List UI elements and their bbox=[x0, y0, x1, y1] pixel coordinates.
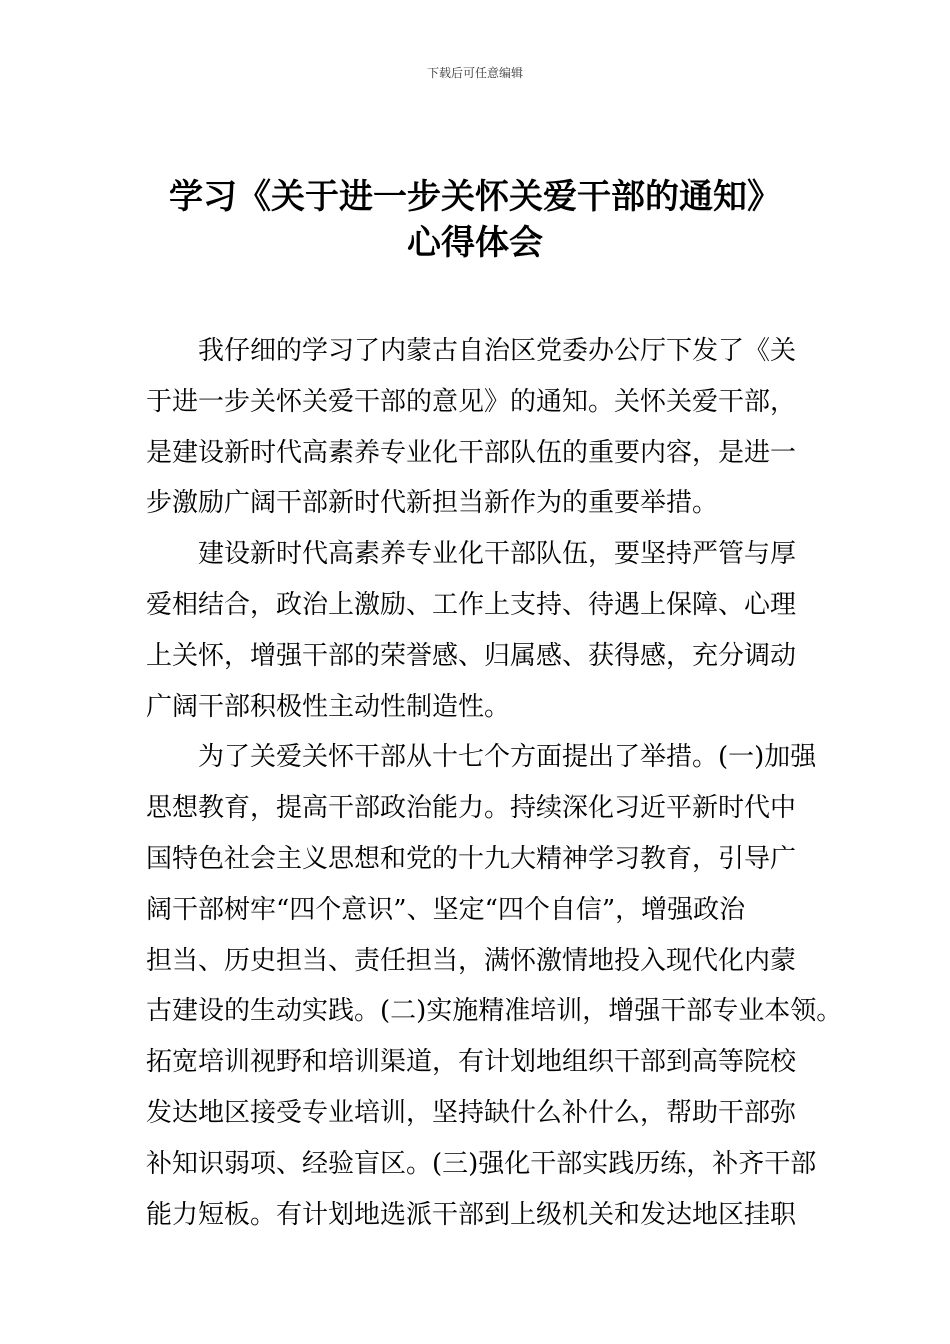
body-line: 我仔细的学习了内蒙古自治区党委办公厅下发了《关 bbox=[146, 336, 797, 366]
body-line: 建设新时代高素养专业化干部队伍，要坚持严管与厚 bbox=[146, 539, 797, 570]
title-line: 学习《关于进一步关怀关爱干部的通知》 bbox=[169, 177, 781, 217]
body-line: 发达地区接受专业培训，坚持缺什么补什么，帮助干部弥 bbox=[146, 1097, 797, 1128]
body-line: 广阔干部积极性主动性制造性。 bbox=[146, 691, 511, 722]
body-line: 为了关爱关怀干部从十七个方面提出了举措。(一)加强 bbox=[146, 742, 817, 773]
body-line: 是建设新时代高素养专业化干部队伍的重要内容，是进一 bbox=[146, 437, 797, 468]
document-title bbox=[0, 174, 950, 266]
body-line: 担当、历史担当、责任担当，满怀激情地投入现代化内蒙 bbox=[146, 945, 797, 976]
body-line: 思想教育，提高干部政治能力。持续深化习近平新时代中 bbox=[146, 793, 797, 824]
body-line: 上关怀，增强干部的荣誉感、归属感、获得感，充分调动 bbox=[146, 640, 797, 671]
page-header-note: 下载后可任意编辑 bbox=[426, 66, 523, 80]
body-line: 爱相结合，政治上激励、工作上支持、待遇上保障、心理 bbox=[146, 589, 797, 620]
body-line: 古建设的生动实践。(二)实施精准培训，增强干部专业本领。 bbox=[146, 996, 843, 1027]
title-line: 心得体会 bbox=[407, 223, 543, 263]
body-line: 阔干部树牢“四个意识”、坚定“四个自信”，增强政治 bbox=[146, 894, 746, 925]
body-line: 补知识弱项、经验盲区。(三)强化干部实践历练，补齐干部 bbox=[146, 1148, 817, 1179]
document-body bbox=[146, 326, 843, 1240]
body-line: 国特色社会主义思想和党的十九大精神学习教育，引导广 bbox=[146, 843, 797, 874]
body-line: 步激励广阔干部新时代新担当新作为的重要举措。 bbox=[146, 488, 719, 519]
body-line: 能力短板。有计划地选派干部到上级机关和发达地区挂职 bbox=[146, 1199, 797, 1230]
body-line: 拓宽培训视野和培训渠道，有计划地组织干部到高等院校 bbox=[146, 1047, 797, 1078]
body-line: 于进一步关怀关爱干部的意见》的通知。关怀关爱干部， bbox=[146, 386, 797, 417]
